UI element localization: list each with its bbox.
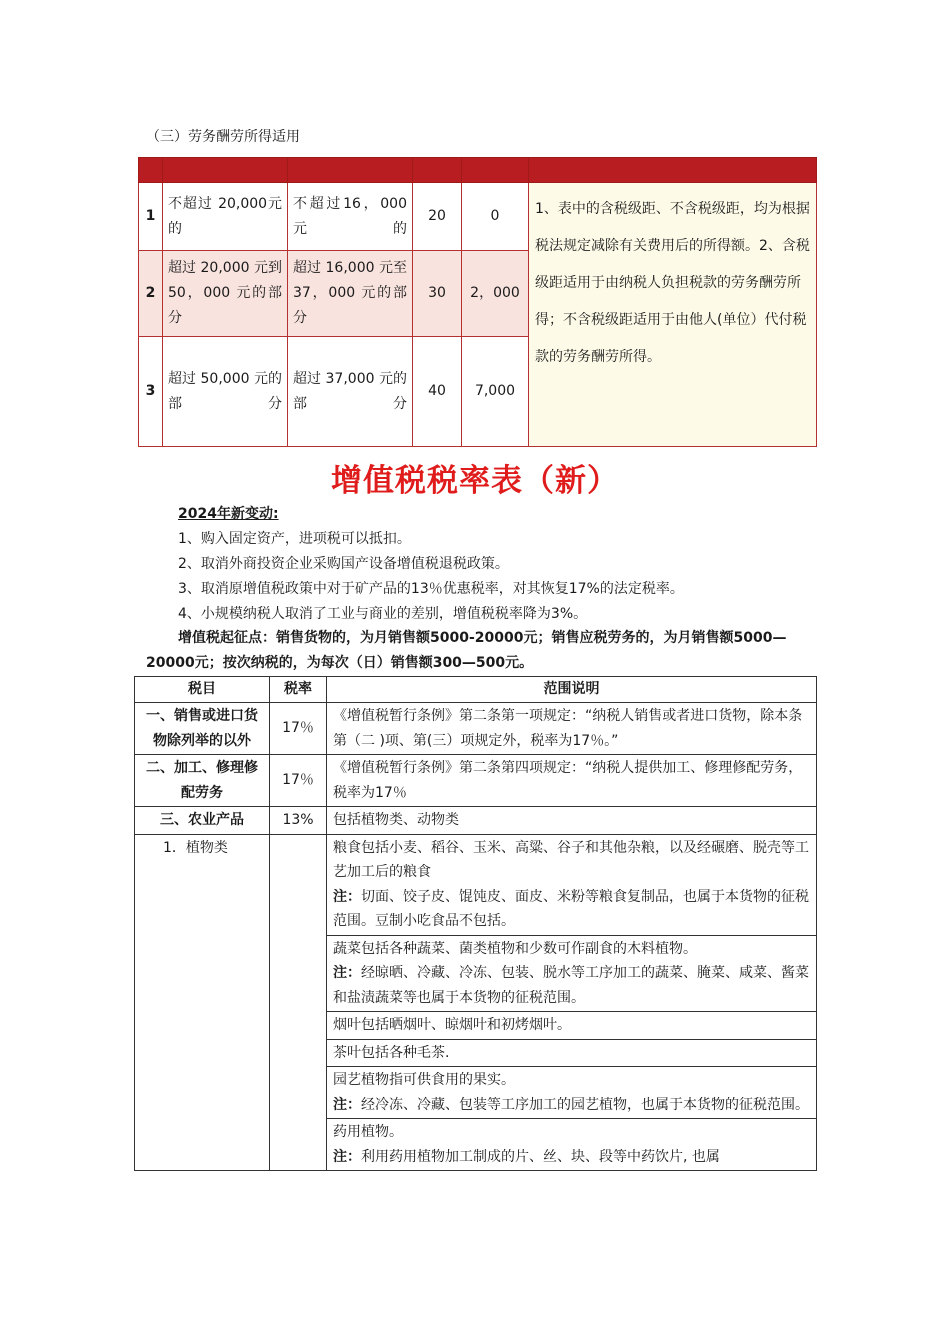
note-label: 注： [333, 1096, 361, 1113]
item-cell: 一、销售或进口货物除列举的以外 [135, 703, 270, 755]
change-item: 2、取消外商投资企业采购国产设备增值税退税政策。 [178, 556, 509, 572]
table-row [135, 703, 817, 755]
new-changes-list [178, 502, 684, 627]
table-header-row [139, 158, 817, 183]
note-text: 经晾晒、冷藏、冷冻、包装、脱水等工序加工的蔬菜、腌菜、咸菜、酱菜和盐渍蔬菜等也属于本货物的征税范围。 [333, 965, 809, 1006]
deduction-cell: 7,000 [462, 337, 529, 447]
table-header-row [135, 677, 817, 703]
change-item: 3、取消原增值税政策中对于矿产品的13％优惠税率，对其恢复17%的法定税率。 [178, 581, 684, 597]
pre-tax-bracket-cell: 超过 20,000 元到 50，000 元的部分 [163, 251, 288, 337]
post-tax-bracket-cell: 超过 37,000 元的部分 [288, 337, 413, 447]
table-row [135, 807, 817, 835]
header-rate: 税率 [270, 677, 327, 703]
note-label: 注： [333, 965, 361, 981]
scope-text: 药用植物。 [333, 1124, 403, 1140]
section-heading: （三）劳务酬劳所得适用 [146, 129, 300, 145]
rate-cell: 17％ [270, 703, 327, 755]
change-item: 4、小规模纳税人取消了工业与商业的差别，增值税税率降为3%。 [178, 606, 588, 622]
scope-cell [327, 1119, 817, 1171]
rate-cell: 20 [413, 183, 462, 251]
scope-note [333, 1093, 810, 1118]
scope-text: 园艺植物指可供食用的果实。 [333, 1072, 515, 1088]
vat-threshold-paragraph: 增值税起征点：销售货物的，为月销售额5000-20000元；销售应税劳务的，为月销售额5000—20000元；按次纳税的，为每次（日）销售额300—500元。 [146, 630, 787, 671]
note-text: 切面、饺子皮、馄饨皮、面皮、米粉等粮食复制品，也属于本货物的征税范围。豆制小吃食品不包括。 [333, 888, 809, 929]
scope-note [333, 885, 810, 934]
table-row [139, 183, 817, 251]
table-row [135, 834, 817, 935]
rate-cell: 40 [413, 337, 462, 447]
rate-cell: 17％ [270, 755, 327, 807]
scope-cell [327, 834, 817, 935]
vat-rate-table-title: 增值税税率表（新） [331, 463, 619, 499]
pre-tax-bracket-cell: 超过 50,000 元的部分 [163, 337, 288, 447]
changes-title: 2024年新变动: [178, 506, 279, 522]
scope-cell [327, 1067, 817, 1119]
post-tax-bracket-cell: 不超过16，000元的 [288, 183, 413, 251]
scope-cell: 包括植物类、动物类 [327, 807, 817, 835]
deduction-cell: 2，000 [462, 251, 529, 337]
scope-text: 蔬菜包括各种蔬菜、菌类植物和少数可作副食的木料植物。 [333, 940, 697, 957]
deduction-cell: 0 [462, 183, 529, 251]
header-scope: 范围说明 [327, 677, 817, 703]
level-cell: 3 [139, 337, 163, 447]
rate-cell [270, 834, 327, 1171]
rate-cell: 30 [413, 251, 462, 337]
pre-tax-bracket-cell: 不超过 20,000元的 [163, 183, 288, 251]
scope-cell: 茶叶包括各种毛茶. [327, 1039, 817, 1067]
rate-cell: 13% [270, 807, 327, 835]
header-item: 税目 [135, 677, 270, 703]
scope-text: 粮食包括小麦、稻谷、玉米、高粱、谷子和其他杂粮，以及经碾磨、脱壳等工艺加工后的粮食 [333, 839, 809, 880]
change-item: 1、购入固定资产，进项税可以抵扣。 [178, 531, 411, 547]
scope-cell [327, 935, 817, 1012]
note-label: 注： [333, 1148, 361, 1165]
post-tax-bracket-cell: 超过 16,000 元至 37，000 元的部分 [288, 251, 413, 337]
table-note-cell: 1、表中的含税级距、不含税级距，均为根据税法规定减除有关费用后的所得额。2、含税级距适用于由纳税人负担税款的劳务酬劳所得；不含税级距适用于由他人(单位）代付税款的劳务酬劳所得。 [529, 183, 817, 447]
table-row [135, 755, 817, 807]
note-label: 注： [333, 888, 361, 905]
scope-cell: 烟叶包括晒烟叶、晾烟叶和初烤烟叶。 [327, 1012, 817, 1040]
level-cell: 1 [139, 183, 163, 251]
item-cell: 二、加工、修理修配劳务 [135, 755, 270, 807]
item-cell: 1．植物类 [135, 834, 270, 1171]
vat-rate-table [134, 676, 817, 1171]
scope-note [333, 961, 810, 1010]
scope-cell: 《增值税暂行条例》第二条第四项规定：“纳税人提供加工、修理修配劳务，税率为17％ [327, 755, 817, 807]
note-text: 利用药用植物加工制成的片、丝、块、段等中药饮片, 也属 [361, 1148, 720, 1165]
note-text: 经冷冻、冷藏、包装等工序加工的园艺植物，也属于本货物的征税范围。 [361, 1096, 809, 1113]
scope-note [333, 1145, 810, 1170]
item-cell: 三、农业产品 [135, 807, 270, 835]
scope-cell: 《增值税暂行条例》第二条第一项规定：“纳税人销售或者进口货物，除本条第（二 )项、第(三）项规定外，税率为17％。” [327, 703, 817, 755]
labor-income-tax-table [138, 157, 817, 447]
level-cell: 2 [139, 251, 163, 337]
